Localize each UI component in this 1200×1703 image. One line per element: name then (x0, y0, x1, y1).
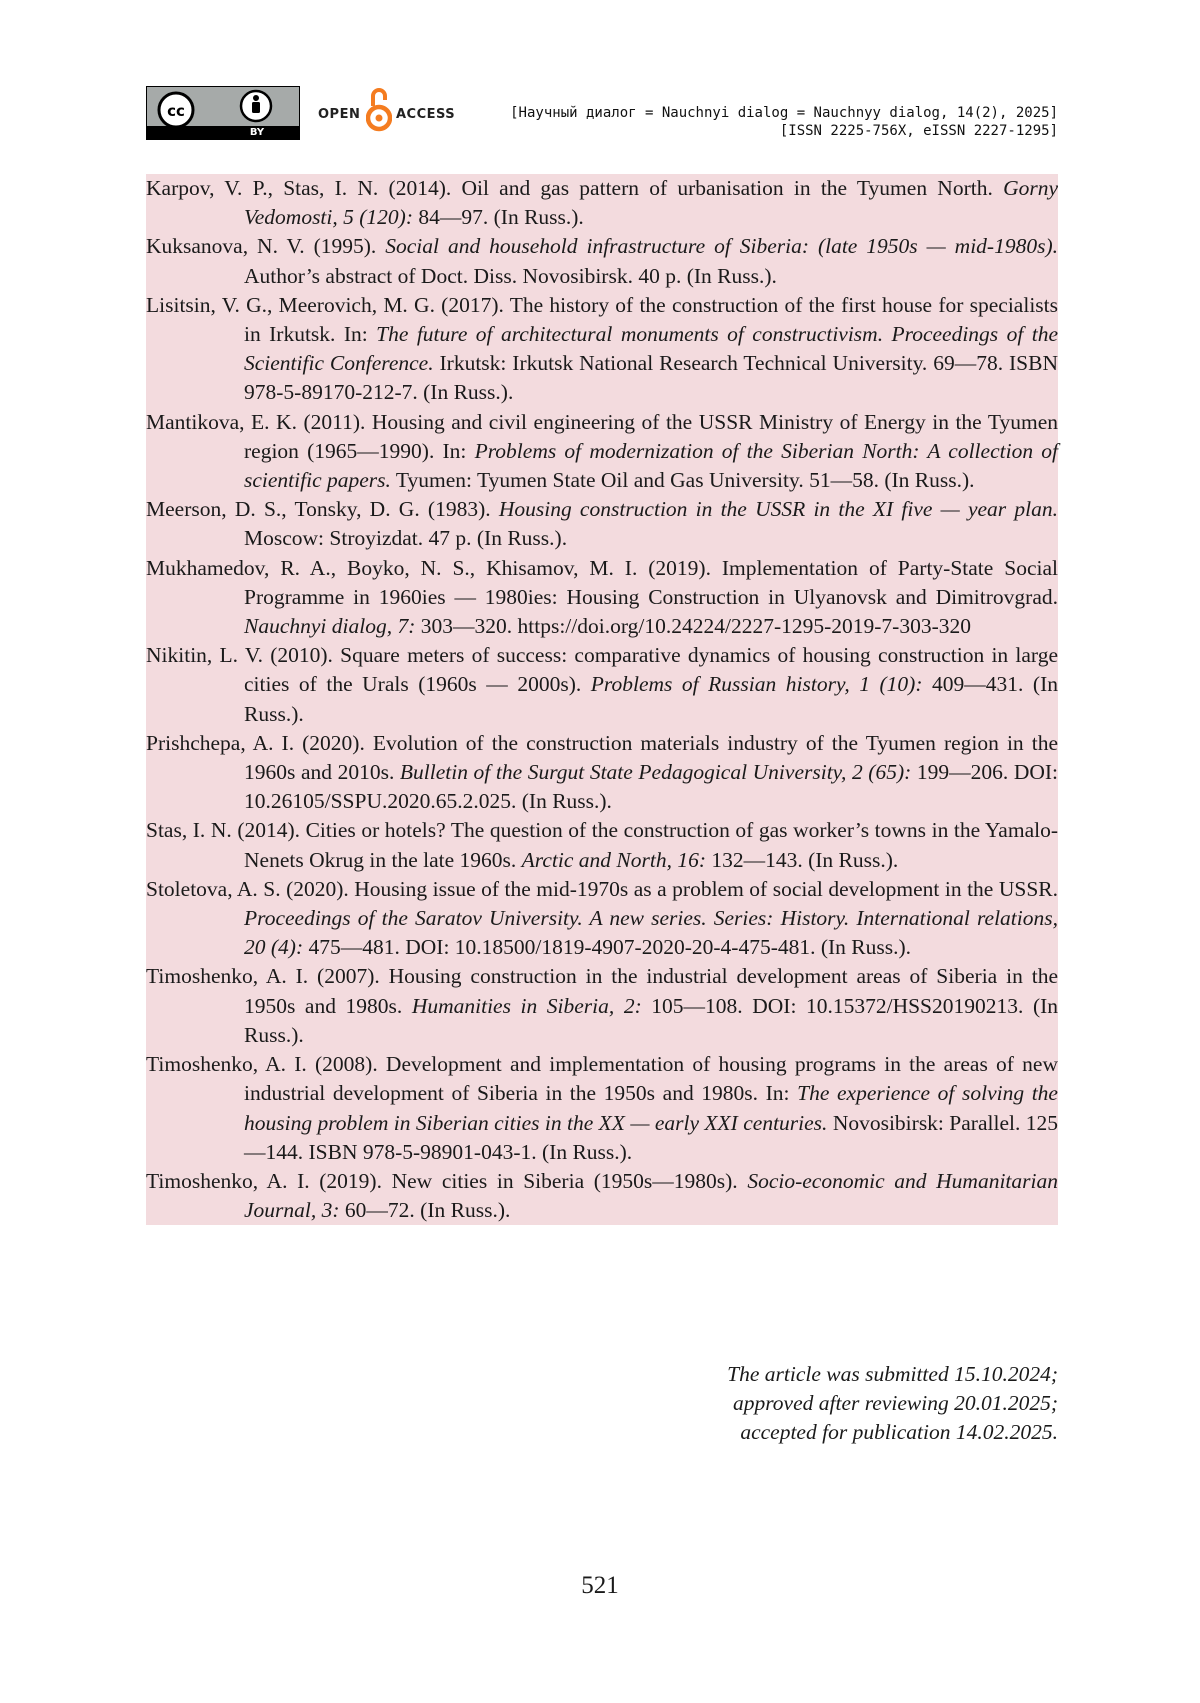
reference-entry: Timoshenko, A. I. (2008). Development and implementation of housing programs in the areas of new industrial development of Siberia in the 1950s and 1980s. In: The experience of solving the housing problem in Siberian cities in the XX — early XXI centuries. Novosibirsk: Parallel. 125—144. ISBN 978-5-98901-043-1. (In Russ.). (146, 1050, 1058, 1167)
open-access-logo (318, 84, 468, 144)
attribution-icon (237, 89, 275, 123)
journal-citation (510, 104, 1058, 140)
journal-title-line: [Научный диалог = Nauchnyi dialog = Nauchnyy dialog, 14(2), 2025] (510, 104, 1058, 122)
open-label: OPEN (318, 107, 360, 122)
page-number: 521 (0, 1572, 1200, 1600)
submission-dates (727, 1360, 1058, 1447)
submitted-date: The article was submitted 15.10.2024; (727, 1360, 1058, 1389)
reference-entry: Timoshenko, A. I. (2007). Housing construction in the industrial development areas of Siberia in the 1950s and 1980s. Humanities in Siberia, 2: 105—108. DOI: 10.15372/HSS20190213. (In Russ.). (146, 962, 1058, 1050)
reference-entry: Meerson, D. S., Tonsky, D. G. (1983). Housing construction in the USSR in the XI five — year plan. Moscow: Stroyizdat. 47 p. (In Russ.). (146, 495, 1058, 553)
reference-entry: Karpov, V. P., Stas, I. N. (2014). Oil and gas pattern of urbanisation in the Tyumen North. Gorny Vedomosti, 5 (120): 84—97. (In Russ.). (146, 174, 1058, 232)
cc-by-license-badge (146, 86, 300, 140)
reference-entry: Mukhamedov, R. A., Boyko, N. S., Khisamov, M. I. (2019). Implementation of Party-State Social Programme in 1960ies — 1980ies: Housing Construction in Ulyanovsk and Dimitrovgrad. Nauchnyi dialog, 7: 303—320. https://doi.org/10.24224/2227-1295-2019-7-303-320 (146, 554, 1058, 642)
approved-date: approved after reviewing 20.01.2025; (727, 1389, 1058, 1418)
reference-entry: Kuksanova, N. V. (1995). Social and household infrastructure of Siberia: (late 1950s — mid-1980s). Author’s abstract of Doct. Diss. Novosibirsk. 40 p. (In Russ.). (146, 232, 1058, 290)
reference-entry: Timoshenko, A. I. (2019). New cities in Siberia (1950s—1980s). Socio-economic and Humanitarian Journal, 3: 60—72. (In Russ.). (146, 1167, 1058, 1225)
open-access-lock-icon (366, 84, 392, 136)
reference-list (146, 174, 1058, 1225)
reference-entry: Stas, I. N. (2014). Cities or hotels? The question of the construction of gas worker’s towns in the Yamalo-Nenets Okrug in the late 1960s. Arctic and North, 16: 132—143. (In Russ.). (146, 816, 1058, 874)
reference-entry: Nikitin, L. V. (2010). Square meters of success: comparative dynamics of housing construction in large cities of the Urals (1960s — 2000s). Problems of Russian history, 1 (10): 409—431. (In Russ.). (146, 641, 1058, 729)
journal-issn-line: [ISSN 2225-756X, eISSN 2227-1295] (510, 122, 1058, 140)
reference-entry: Stoletova, A. S. (2020). Housing issue of the mid-1970s as a problem of social development in the USSR. Proceedings of the Saratov University. A new series. Series: History. International relations, 20 (4): 475—481. DOI: 10.18500/1819-4907-2020-20-4-475-481. (In Russ.). (146, 875, 1058, 963)
page-header (146, 84, 1058, 144)
reference-entry: Mantikova, E. K. (2011). Housing and civil engineering of the USSR Ministry of Energy in the Tyumen region (1965—1990). In: Problems of modernization of the Siberian North: A collection of scientific papers. Tyumen: Tyumen State Oil and Gas University. 51—58. (In Russ.). (146, 408, 1058, 496)
license-by-label: BY (237, 126, 277, 139)
access-label: ACCESS (396, 107, 455, 122)
accepted-date: accepted for publication 14.02.2025. (727, 1418, 1058, 1447)
svg-text:cc: cc (167, 102, 185, 120)
reference-entry: Prishchepa, A. I. (2020). Evolution of the construction materials industry of the Tyumen region in the 1960s and 2010s. Bulletin of the Surgut State Pedagogical University, 2 (65): 199—206. DOI: 10.26105/SSPU.2020.65.2.025. (In Russ.). (146, 729, 1058, 817)
reference-entry: Lisitsin, V. G., Meerovich, M. G. (2017). The history of the construction of the first house for specialists in Irkutsk. In: The future of architectural monuments of constructivism. Proceedings of the Scientific Conference. Irkutsk: Irkutsk National Research Technical University. 69—78. ISBN 978-5-89170-212-7. (In Russ.). (146, 291, 1058, 408)
creative-commons-icon (157, 91, 195, 129)
